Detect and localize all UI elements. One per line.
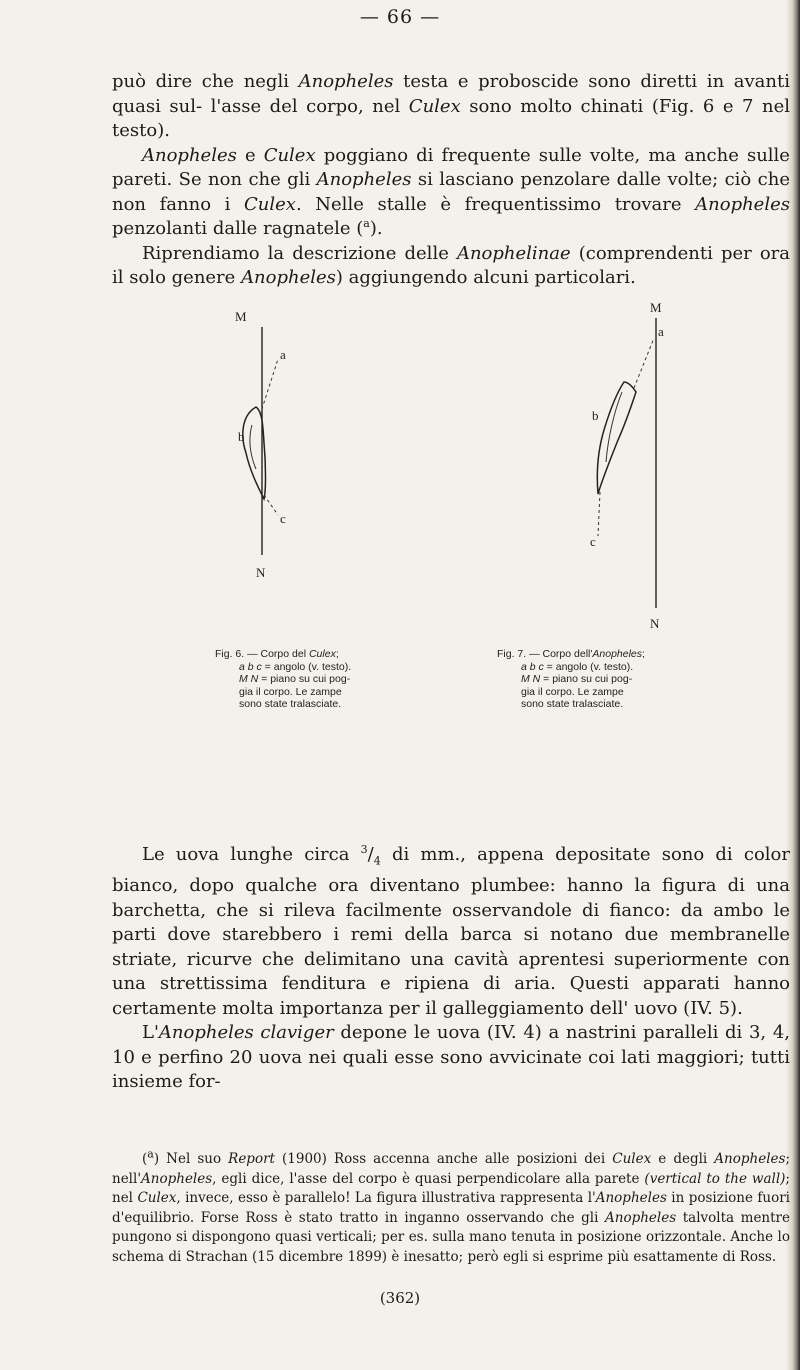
fig6-angle-line-a [260, 359, 278, 415]
body-text-eggs: Le uova lunghe circa $^3/_4$ di mm., appena depositate sono di color bianco, dopo qualche ora diventano plumbee: hanno la figura di una barchetta, che si rileva facilmente osservandole di fianco: da ambo le parti dove starebbero i remi della barca si notano due membranelle striate, ricurve che delimitano una cavità aprentesi superiormente con una strettissima fenditura e ripiena di aria. Questi apparati hanno certamente molta importanza per il galleggiamento dell' uovo (IV. 5). L'Anopheles claviger depone le uova (IV. 4) a nastrini paralleli di 3, 4, 10 e perfino 20 uova nei quali esse sono avvicinate coi lati maggiori; tutti insieme for- [112, 843, 790, 1093]
fig6-body-detail [250, 425, 256, 469]
figure-6-drawing [230, 309, 350, 615]
fig6-label-b: b [238, 429, 245, 444]
fig6-label-n: N [256, 565, 266, 580]
page-code: (362) [379, 1289, 421, 1307]
fig6-label-m: M [235, 309, 247, 324]
fig7-label-c: c [590, 534, 596, 549]
fig6-label-c: c [280, 511, 286, 526]
fig7-angle-line-c [598, 492, 600, 536]
fig7-label-a: a [658, 324, 664, 339]
figure-7-drawing [570, 300, 690, 645]
page-number: — 66 — [359, 6, 441, 28]
fig7-angle-line-a [634, 338, 654, 388]
figure-6-caption: Fig. 6. — Corpo del Culex; a b c = angolo (v. testo). M N = piano su cui pog- gia il corpo. Le zampe sono state tralasciate. [215, 648, 352, 710]
figure-7-anopheles [570, 300, 690, 649]
fig7-label-n: N [650, 616, 660, 631]
figure-7-caption: Fig. 7. — Corpo dell'Anopheles; a b c = angolo (v. testo). M N = piano su cui pog- gia il corpo. Le zampe sono state tralasciate. [497, 648, 645, 710]
fig6-angle-line-c [264, 495, 278, 515]
footnote: ($^a$) Nel suo Report (1900) Ross accenna anche alle posizioni dei Culex e degli Anopheles; nell'Anopheles, egli dice, l'asse del corpo è quasi perpendicolare alla parete (vertical to the wall); nel Culex, invece, esso è parallelo! La figura illustrativa rappresenta l'Anopheles in posizione fuori d'equilibrio. Forse Ross è stato tratto in inganno osservando che gli Anopheles talvolta mentre pungono si dispongono quasi verticali; per es. sulla mano tenuta in posizione orizzontale. Anche lo schema di Strachan (15 dicembre 1899) è inesatto; però egli si esprime più esattamente di Ross. [112, 1147, 791, 1265]
fig7-label-b: b [592, 408, 599, 423]
fig6-label-a: a [280, 347, 286, 362]
body-text-top: può dire che negli Anopheles testa e proboscide sono diretti in avanti quasi sul- l'asse del corpo, nel Culex sono molto chinati (Fig. 6 e 7 nel testo). Anopheles e Culex poggiano di frequente sulle volte, ma anche sulle pareti. Se non che gli Anopheles si lasciano penzolare dalle volte; ciò che non fanno i Culex. Nelle stalle è frequentissimo trovare Anopheles penzolanti dalle ragnatele ($^a$). Riprendiamo la descrizione delle Anophelinae (comprendenti per ora il solo genere Anopheles) aggiungendo alcuni particolari. [112, 71, 791, 288]
figure-6-culex [230, 309, 350, 619]
fig7-body-outline [597, 382, 636, 494]
fig7-label-m: M [650, 300, 662, 315]
